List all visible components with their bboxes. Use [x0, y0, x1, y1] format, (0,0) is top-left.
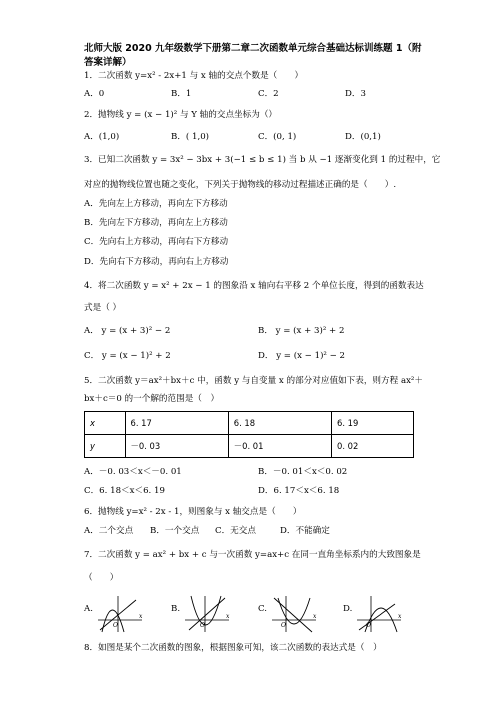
question-6-stem: 6．抛物线 y=x² - 2x - 1，则图象与 x 轴交点是（ ）	[84, 507, 302, 517]
q2-option-a: A．(1,0)	[84, 132, 120, 142]
table-cell: 6. 17	[125, 412, 228, 435]
table-row	[85, 435, 414, 458]
x-axis-label: x	[313, 613, 317, 620]
table-row	[85, 412, 414, 435]
table-cell: 6. 18	[228, 412, 331, 435]
q2-option-b: B．( 1,0)	[171, 132, 210, 142]
graph-option-b	[183, 594, 231, 634]
q2-option-d: D．(0,1)	[345, 132, 381, 142]
question-5-stem-line2: bx＋c＝0 的一个解的范围是（ ）	[84, 394, 220, 404]
q1-option-c: C．2	[258, 89, 279, 99]
values-table	[84, 411, 414, 458]
q3-option-d: D．先向右下方移动，再向右上方移动	[84, 257, 229, 267]
table-cell: 0. 02	[331, 435, 413, 458]
q7-option-d: D.	[343, 604, 353, 614]
graph-option-a	[96, 594, 144, 634]
question-3-stem-line2: 对应的抛物线位置也随之变化，下列关于抛物线的移动过程描述正确的是（ ）.	[84, 180, 397, 190]
question-3-stem-line1: 3．已知二次函数 y = 3x² − 3bx + 3(−1 ≤ b ≤ 1) 当 b 从 −1 逐渐变化到 1 的过程中，它	[84, 155, 441, 165]
question-8-stem: 8．如图是某个二次函数的图象，根据图象可知，该二次函数的表达式是（ ）	[84, 643, 382, 653]
linear-line	[189, 598, 225, 630]
q4-option-a: A． y = (x + 3)² − 2	[84, 326, 171, 336]
question-7-stem-line2: （ ）	[84, 573, 119, 583]
question-1-stem: 1．二次函数 y=x² - 2x+1 与 x 轴的交点个数是（ ）	[84, 71, 304, 81]
question-4-stem-line2: 式是（ ）	[84, 303, 122, 313]
q3-option-b: B．先向左下方移动，再向左上方移动	[84, 218, 228, 228]
q6-option-c: C．无交点	[215, 526, 256, 536]
table-cell: 6. 19	[331, 412, 413, 435]
q3-option-a: A．先向左上方移动，再向左下方移动	[84, 199, 228, 209]
table-cell: －0. 01	[228, 435, 331, 458]
linear-line	[274, 598, 312, 632]
q4-option-d: D． y = (x − 1)² − 2	[258, 351, 345, 361]
q4-option-c: C． y = (x − 1)² + 2	[84, 351, 171, 361]
x-axis-label: x	[139, 613, 143, 620]
origin-label: O	[366, 622, 371, 629]
question-4-stem-line1: 4．将二次函数 y = x² + 2x − 1 的图象沿 x 轴向右平移 2 个单位长度，得到的函数表达	[84, 281, 424, 291]
table-cell: x	[85, 412, 126, 435]
q6-option-b: B．一个交点	[150, 526, 200, 536]
q5-option-d: D．6. 17＜x＜6. 18	[258, 486, 340, 496]
question-7-stem-line1: 7．二次函数 y = ax² + bx + c 与一次函数 y=ax+c 在同一直角坐标系内的大致图象是	[84, 550, 421, 560]
q7-option-c: C.	[258, 604, 268, 614]
q2-option-c: C．(0, 1)	[258, 132, 297, 142]
parabola-curve	[191, 596, 221, 625]
x-axis-label: x	[398, 613, 402, 620]
q6-option-d: D．不能确定	[280, 526, 330, 536]
q3-option-c: C．先向右上方移动，再向右下方移动	[84, 237, 229, 247]
question-2-stem: 2．抛物线 y = (x − 1)² 与 Y 轴的交点坐标为（）	[84, 110, 278, 120]
q7-option-a: A.	[84, 604, 93, 614]
origin-label: O	[113, 622, 118, 629]
table-cell: y	[85, 435, 126, 458]
q5-option-b: B．－0. 01＜x＜0. 02	[258, 467, 348, 477]
table-cell: －0. 03	[125, 435, 228, 458]
q4-option-b: B． y = (x + 3)² + 2	[258, 326, 345, 336]
q5-option-c: C．6. 18＜x＜6. 19	[84, 486, 165, 496]
q1-option-a: A．0	[84, 89, 105, 99]
question-5-stem-line1: 5．二次函数 y＝ax²＋bx＋c 中，函数 y 与自变量 x 的部分对应值如下表，则方程 ax²＋	[84, 376, 423, 386]
linear-line	[359, 604, 395, 630]
origin-label: O	[281, 622, 286, 629]
q5-option-a: A．－0. 03＜x＜－0. 01	[84, 467, 182, 477]
q7-option-b: B.	[171, 604, 181, 614]
q6-option-a: A．二个交点	[84, 526, 134, 536]
graph-option-c	[270, 594, 318, 634]
q1-option-d: D．3	[345, 89, 366, 99]
origin-label: O	[200, 622, 205, 629]
graph-option-d	[355, 594, 403, 634]
q1-option-b: B．1	[171, 89, 192, 99]
document-title: 北师大版 2020 九年级数学下册第二章二次函数单元综合基础达标训练题 1（附答案详解）	[84, 43, 422, 68]
x-axis-label: x	[226, 613, 230, 620]
